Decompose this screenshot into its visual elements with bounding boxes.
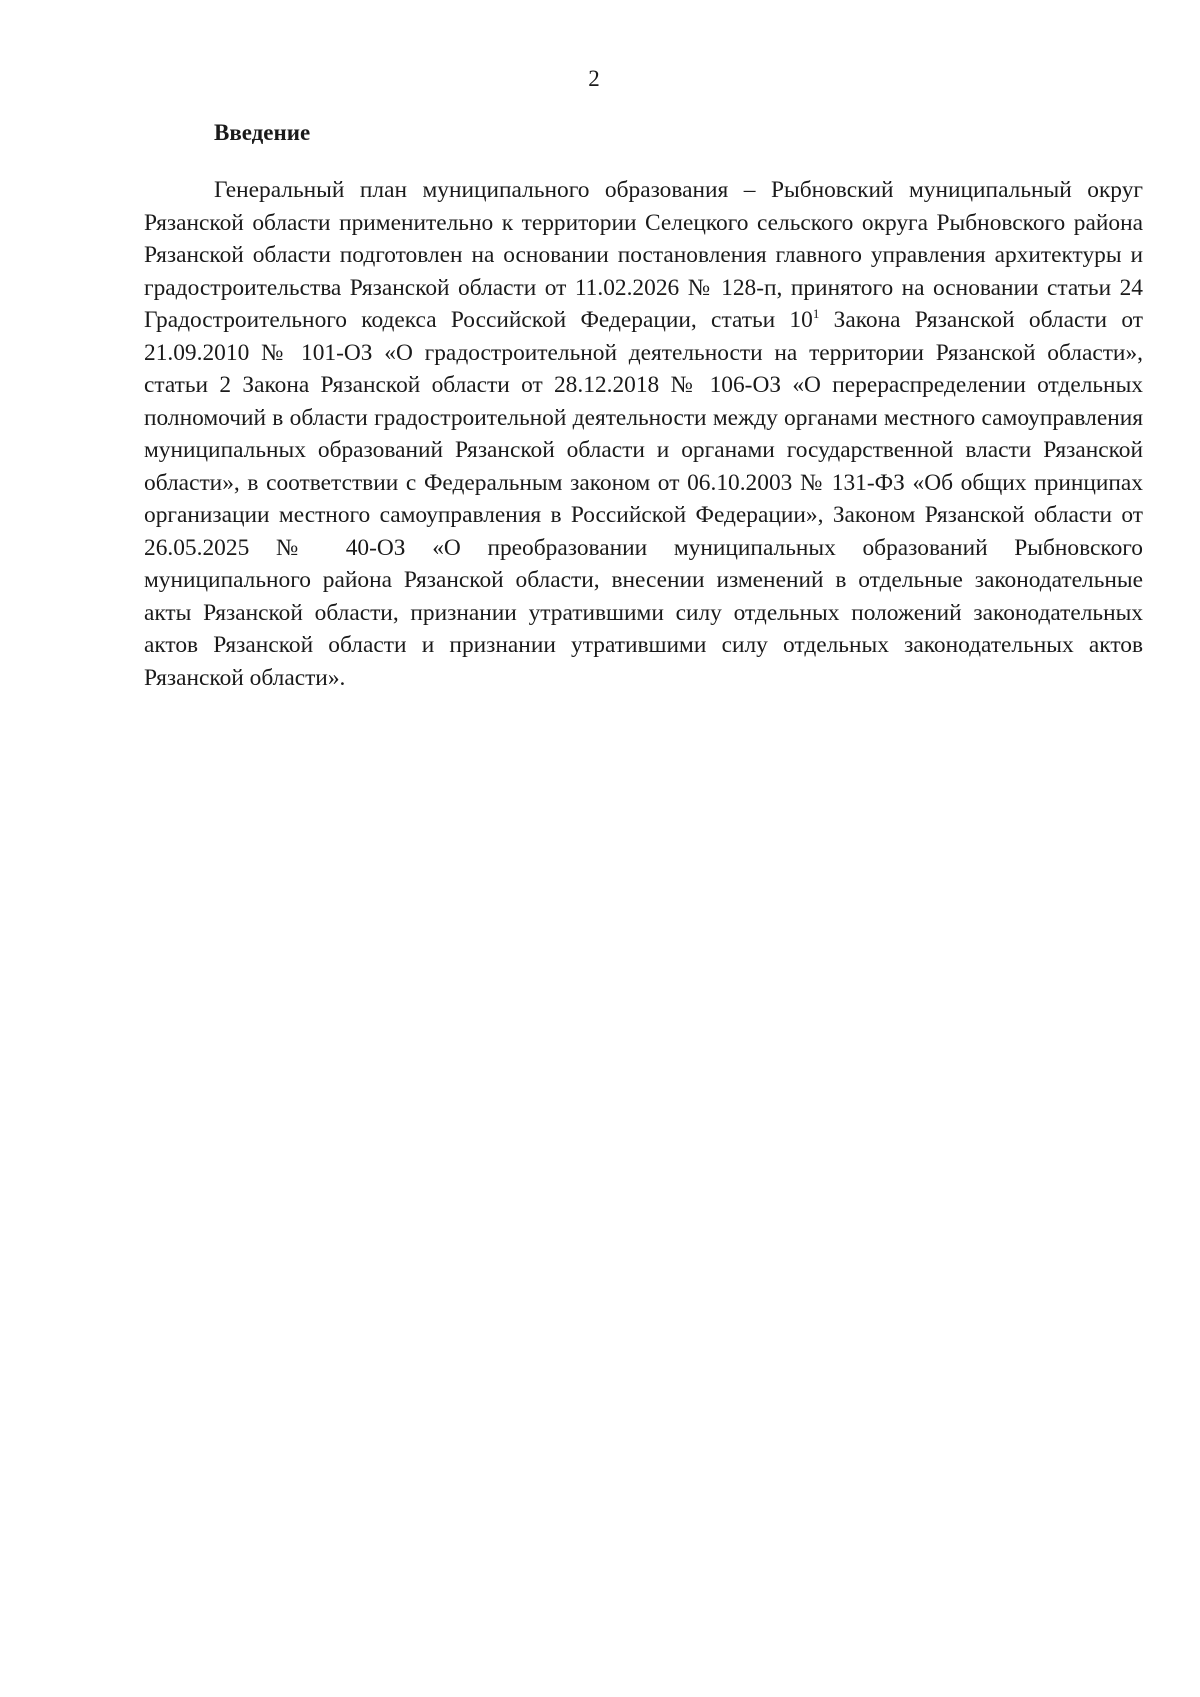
paragraph-text-part2: Закона Рязанской области от 21.09.2010 № 101-ОЗ «О градостроительной деятельности на территории Рязанской области», статьи 2 Закона Рязанской области от 28.12.2018 № 106-ОЗ «О перераспределении отдельных полномочий в области градостроительной деятельности между органами местного самоуправления муниципальных образований Рязанской области и органами государственной власти Рязанской области», в соответствии с Федеральным законом от 06.10.2003 № 131-ФЗ «Об общих принципах организации местного самоуправления в Российской Федерации», Законом Рязанской области от 26.05.2025 № 40-ОЗ «О преобразовании муниципальных образований Рыбновского муниципального района Рязанской области, внесении изменений в отдельные законодательные акты Рязанской области, признании утратившими силу отдельных положений законодательных актов Рязанской области и признании утратившими силу отдельных законодательных актов Рязанской области». xyxy=(144,307,1143,691)
body-paragraph xyxy=(144,174,1143,694)
page-number: 2 xyxy=(588,66,600,91)
section-heading: Введение xyxy=(214,120,311,145)
paragraph-text-part1: Генеральный план муниципального образования – Рыбновский муниципальный округ Рязанской области применительно к территории Селецкого сельского округа Рыбновского района Рязанской области подготовлен на основании постановления главного управления архитектуры и градостроительства Рязанской области от 11.02.2026 № 128-п, принятого на основании статьи 24 Градостроительного кодекса Российской Федерации, статьи 10 xyxy=(144,177,1143,333)
paragraph-superscript: 1 xyxy=(812,306,820,322)
